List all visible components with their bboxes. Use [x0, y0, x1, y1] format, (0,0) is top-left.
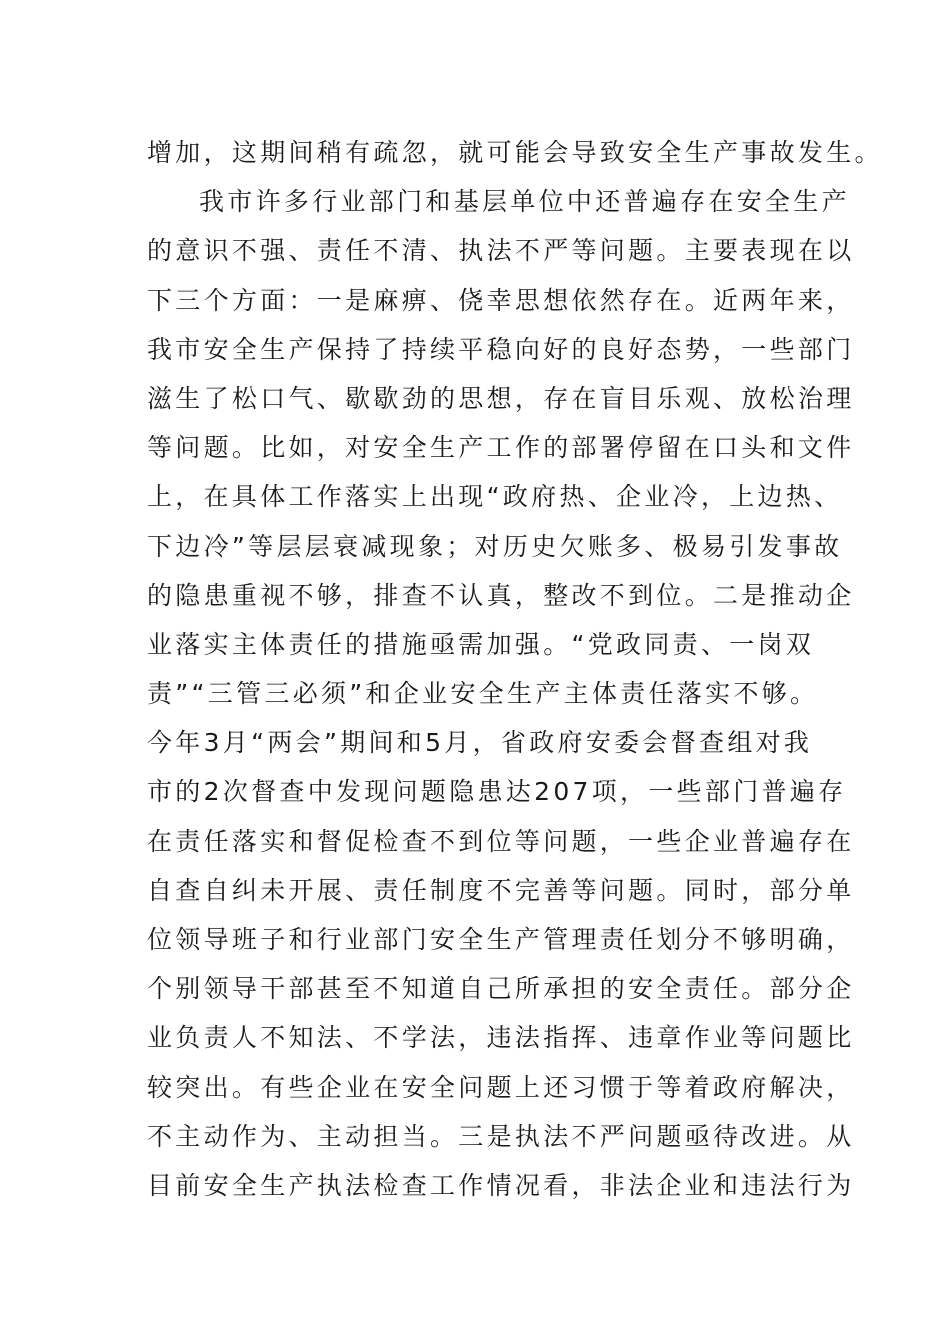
text-line: 市的2次督查中发现问题隐患达207项，一些部门普遍存: [147, 777, 847, 807]
text-line: 个别领导干部甚至不知道自己所承担的安全责任。部分企: [147, 974, 855, 1004]
paragraph-first-line: 我市许多行业部门和基层单位中还普遍存在安全生产: [199, 187, 850, 217]
text-line: 上，在具体工作落实上出现“政府热、企业冷，上边热、: [147, 482, 843, 512]
text-line: 我市安全生产保持了持续平稳向好的良好态势，一些部门: [147, 334, 855, 364]
text-line: 等问题。比如，对安全生产工作的部署停留在口头和文件: [147, 433, 855, 463]
text-line: 位领导班子和行业部门安全生产管理责任划分不够明确，: [147, 925, 855, 954]
text-line: 下边冷”等层层衰减现象；对历史欠账多、极易引发事故: [147, 531, 843, 561]
text-line: 业负责人不知法、不学法，违法指挥、违章作业等问题比: [147, 1023, 855, 1053]
text-line: 在责任落实和督促检查不到位等问题，一些企业普遍存在: [147, 826, 855, 856]
text-line: 责”“三管三必须”和企业安全生产主体责任落实不够。: [147, 679, 819, 709]
text-line: 增加，这期间稍有疏忽，就可能会导致安全生产事故发生。: [147, 138, 883, 167]
text-line: 的隐患重视不够，排查不认真，整改不到位。二是推动企: [147, 580, 855, 610]
text-line: 业落实主体责任的措施亟需加强。“党政同责、一岗双: [147, 629, 815, 659]
text-line: 的意识不强、责任不清、执法不严等问题。主要表现在以: [147, 236, 855, 266]
body-text: [147, 128, 883, 1210]
text-line: 目前安全生产执法检查工作情况看，非法企业和违法行为: [147, 1170, 855, 1200]
text-line: 不主动作为、主动担当。三是执法不严问题亟待改进。从: [147, 1121, 855, 1151]
text-line: 自查自纠未开展、责任制度不完善等问题。同时，部分单: [147, 875, 855, 905]
text-line: 较突出。有些企业在安全问题上还习惯于等着政府解决，: [147, 1072, 855, 1102]
text-line: 今年3月“两会”期间和5月，省政府安委会督查组对我: [147, 728, 813, 758]
text-line: 下三个方面：一是麻痹、侥幸思想依然存在。近两年来，: [147, 285, 855, 315]
text-line: 滋生了松口气、歇歇劲的思想，存在盲目乐观、放松治理: [147, 383, 855, 413]
